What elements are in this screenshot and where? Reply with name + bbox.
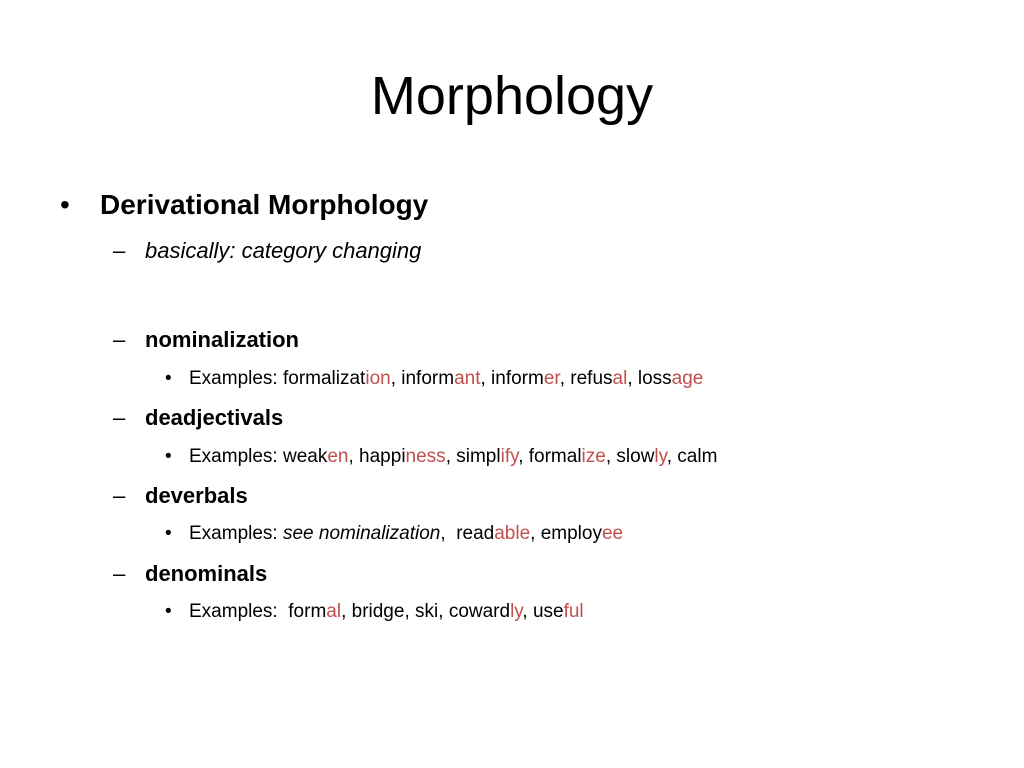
examples-prefix: Examples: — [189, 601, 278, 622]
dash-marker: – — [113, 238, 126, 263]
example-word: readable, — [456, 523, 536, 544]
category-denominals — [113, 559, 267, 589]
see-also-text: see nominalization — [282, 523, 441, 544]
bullet-marker: • — [165, 446, 172, 467]
example-word: bridge, — [351, 601, 410, 622]
examples-deadjectivals — [165, 444, 717, 470]
dash-marker: – — [113, 405, 126, 430]
category-label: nominalization — [145, 327, 299, 352]
example-word: simplify, — [456, 446, 524, 467]
dash-marker: – — [113, 561, 126, 586]
example-word: useful — [532, 601, 584, 622]
bullet-marker: • — [60, 189, 70, 220]
examples-nominalization — [165, 366, 703, 392]
category-label: denominals — [145, 561, 268, 586]
example-word: formalize, — [528, 446, 612, 467]
dash-marker: – — [113, 483, 126, 508]
category-nominalization — [113, 325, 299, 355]
example-word: lossage — [637, 368, 704, 389]
subtitle-item — [113, 236, 421, 266]
category-deverbals — [113, 481, 248, 511]
example-word: cowardly, — [448, 601, 528, 622]
main-bullet-item — [60, 186, 428, 224]
example-word: calm — [677, 446, 718, 467]
example-word: refusal, — [570, 368, 633, 389]
subtitle-text: basically: category changing — [145, 238, 422, 263]
category-deadjectivals — [113, 403, 283, 433]
category-label: deadjectivals — [145, 405, 284, 430]
bullet-marker: • — [165, 523, 172, 544]
example-word: ski, — [415, 601, 444, 622]
category-label: deverbals — [145, 483, 248, 508]
bullet-marker: • — [165, 368, 172, 389]
main-bullet-text: Derivational Morphology — [100, 189, 429, 220]
examples-prefix: Examples: — [189, 523, 278, 544]
dash-marker: – — [113, 327, 126, 352]
examples-denominals — [165, 599, 584, 625]
example-word: formal, — [288, 601, 347, 622]
example-word: weaken, — [282, 446, 354, 467]
example-word: slowly, — [616, 446, 673, 467]
examples-deverbals: • Examples: see nominalization, readable, employee — [165, 521, 623, 547]
example-word: formalization, — [282, 368, 396, 389]
examples-prefix: Examples: — [189, 368, 278, 389]
slide-title: Morphology — [370, 66, 654, 126]
example-word: informer, — [491, 368, 565, 389]
examples-prefix: Examples: — [189, 446, 278, 467]
example-word: employee — [540, 523, 624, 544]
example-word: happiness, — [359, 446, 451, 467]
example-word: informant, — [401, 368, 486, 389]
bullet-marker: • — [165, 601, 172, 622]
